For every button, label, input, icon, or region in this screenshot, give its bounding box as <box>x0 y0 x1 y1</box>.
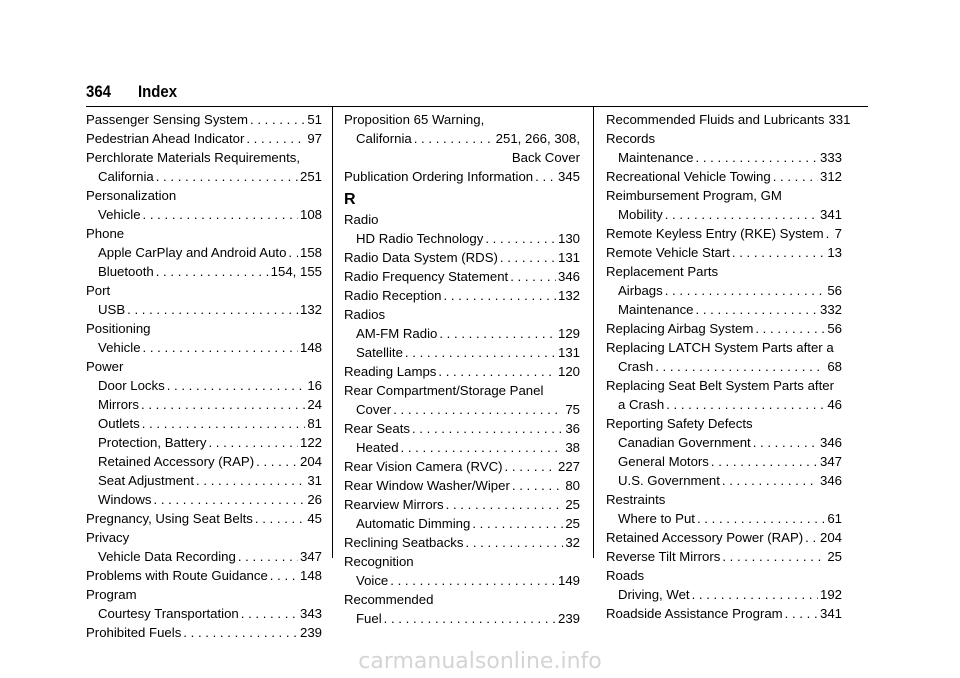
index-entry <box>344 129 580 148</box>
dot-leader <box>535 167 556 186</box>
index-entry-pages: 343 <box>299 606 322 621</box>
dot-leader <box>156 167 298 186</box>
index-entry <box>606 300 842 319</box>
section-letter: R <box>344 191 356 208</box>
index-entry-pages: 239 <box>557 611 580 626</box>
dot-leader <box>288 243 298 262</box>
index-entry <box>606 357 842 376</box>
index-entry-pages: 31 <box>307 473 322 488</box>
index-entry-label: HD Radio Technology <box>356 231 484 246</box>
page-number: 364 <box>86 82 111 101</box>
dot-leader <box>444 286 556 305</box>
index-entry <box>606 528 842 547</box>
index-entry-pages: 75 <box>565 402 580 417</box>
index-entry <box>344 286 580 305</box>
index-entry-pages: 16 <box>307 378 322 393</box>
index-entry-pages: 345 <box>557 169 580 184</box>
index-entry-label: Mobility <box>618 207 663 222</box>
index-entry-label: Reading Lamps <box>344 364 437 379</box>
index-entry-label: Voice <box>356 573 389 588</box>
index-entry-pages: 251 <box>299 169 322 184</box>
index-entry-label: Roadside Assistance Program <box>606 606 783 621</box>
dot-leader <box>141 395 305 414</box>
dot-leader <box>405 343 556 362</box>
index-entry-pages: 347 <box>819 454 842 469</box>
index-entry <box>606 471 842 490</box>
index-entry-label: Windows <box>98 492 152 507</box>
index-entry-label: Recommended Fluids and Lubricants <box>606 112 825 127</box>
index-entry-label: Outlets <box>98 416 140 431</box>
index-entry <box>606 110 851 129</box>
index-entry <box>344 267 580 286</box>
dot-leader <box>446 495 564 514</box>
index-heading: Replacement Parts <box>606 264 719 279</box>
index-entry <box>606 167 842 186</box>
dot-leader <box>753 433 818 452</box>
index-entry <box>86 566 322 585</box>
index-entry <box>86 262 322 281</box>
index-entry <box>344 248 580 267</box>
index-entry <box>86 471 322 490</box>
index-entry-label: Courtesy Transportation <box>98 606 239 621</box>
dot-leader <box>156 262 269 281</box>
dot-leader <box>711 452 818 471</box>
dot-leader <box>665 281 826 300</box>
index-entry <box>606 148 842 167</box>
index-heading: Radios <box>344 307 386 322</box>
index-heading: Program <box>86 587 137 602</box>
index-heading: Perchlorate Materials Requirements, <box>86 150 301 165</box>
dot-leader <box>196 471 305 490</box>
dot-leader <box>241 604 298 623</box>
index-heading: Recognition <box>344 554 414 569</box>
dot-leader <box>208 433 298 452</box>
index-entry <box>606 604 842 623</box>
dot-leader <box>438 362 556 381</box>
index-heading: Power <box>86 359 124 374</box>
index-entry <box>606 281 842 300</box>
index-entry-pages: 25 <box>827 549 842 564</box>
index-entry <box>86 300 322 319</box>
dot-leader <box>390 571 556 590</box>
dot-leader <box>270 566 298 585</box>
dot-leader <box>183 623 298 642</box>
index-entry-label: Radio Reception <box>344 288 442 303</box>
index-heading: Roads <box>606 568 645 583</box>
index-entry-label: Rear Vision Camera (RVC) <box>344 459 503 474</box>
index-entry-pages: 25 <box>565 497 580 512</box>
index-entry <box>344 324 580 343</box>
index-entry-pages: 132 <box>299 302 322 317</box>
dot-leader <box>238 547 298 566</box>
index-entry-pages: 56 <box>827 321 842 336</box>
index-entry <box>86 433 322 452</box>
index-entry-pages: 148 <box>299 340 322 355</box>
index-entry-label: Airbags <box>618 283 663 298</box>
dot-leader <box>666 395 825 414</box>
index-entry-label: Heated <box>356 440 399 455</box>
index-entry <box>344 419 580 438</box>
index-entry-label: California <box>356 131 412 146</box>
index-entry-label: Fuel <box>356 611 382 626</box>
dot-leader <box>167 376 306 395</box>
index-entry <box>86 509 322 528</box>
dot-leader <box>696 148 818 167</box>
index-entry <box>606 452 842 471</box>
dot-leader <box>466 533 564 552</box>
index-entry <box>606 224 842 243</box>
index-heading: Port <box>86 283 111 298</box>
index-entry <box>344 457 580 476</box>
index-entry <box>344 438 580 457</box>
index-entry-pages: 38 <box>565 440 580 455</box>
index-heading: Rear Compartment/Storage Panel <box>344 383 544 398</box>
index-heading: Proposition 65 Warning, <box>344 112 485 127</box>
index-entry-pages: 227 <box>557 459 580 474</box>
index-entry-pages: 24 <box>307 397 322 412</box>
index-page-continuation: Back Cover <box>511 150 580 165</box>
dot-leader <box>696 300 818 319</box>
index-entry-label: Reclining Seatbacks <box>344 535 464 550</box>
index-entry-pages: 131 <box>557 345 580 360</box>
index-heading: Records <box>606 131 656 146</box>
index-entry-label: Cover <box>356 402 392 417</box>
dot-leader <box>143 338 298 357</box>
index-entry-label: AM-FM Radio <box>356 326 438 341</box>
index-entry-pages: 45 <box>307 511 322 526</box>
column-divider <box>593 106 594 558</box>
dot-leader <box>485 229 556 248</box>
index-entry-label: Door Locks <box>98 378 165 393</box>
index-entry-pages: 341 <box>819 606 842 621</box>
index-entry-pages: 346 <box>557 269 580 284</box>
index-entry <box>344 476 580 495</box>
index-entry-pages: 122 <box>299 435 322 450</box>
index-entry-label: U.S. Government <box>618 473 720 488</box>
index-entry-label: Publication Ordering Information <box>344 169 534 184</box>
index-entry <box>86 376 322 395</box>
index-heading: Phone <box>86 226 125 241</box>
index-entry <box>606 433 842 452</box>
index-entry <box>86 547 322 566</box>
index-entry-pages: 56 <box>827 283 842 298</box>
index-heading: Radio <box>344 212 379 227</box>
index-entry-label: Vehicle <box>98 340 141 355</box>
index-entry-label: Vehicle <box>98 207 141 222</box>
index-entry <box>344 362 580 381</box>
index-entry-pages: 25 <box>565 516 580 531</box>
index-entry <box>344 533 580 552</box>
index-entry-label: Pedestrian Ahead Indicator <box>86 131 245 146</box>
index-entry-label: Vehicle Data Recording <box>98 549 236 564</box>
index-entry-pages: 46 <box>827 397 842 412</box>
index-entry <box>606 395 842 414</box>
index-entry-label: Pregnancy, Using Seat Belts <box>86 511 253 526</box>
dot-leader <box>401 438 564 457</box>
dot-leader <box>785 604 818 623</box>
index-entry-label: Recreational Vehicle Towing <box>606 169 771 184</box>
index-heading: Positioning <box>86 321 151 336</box>
column-divider <box>332 106 333 558</box>
index-entry-label: Rearview Mirrors <box>344 497 444 512</box>
index-entry-label: Apple CarPlay and Android Auto <box>98 245 287 260</box>
index-entry-label: Driving, Wet <box>618 587 690 602</box>
index-heading: Replacing LATCH System Parts after a <box>606 340 834 355</box>
index-entry <box>606 319 842 338</box>
dot-leader <box>826 224 833 243</box>
index-entry-pages: 239 <box>299 625 322 640</box>
index-entry-label: Reverse Tilt Mirrors <box>606 549 721 564</box>
index-entry-pages: 108 <box>299 207 322 222</box>
index-entry-pages: 132 <box>557 288 580 303</box>
index-entry <box>86 490 322 509</box>
index-entry-label: Automatic Dimming <box>356 516 471 531</box>
index-entry-pages: 331 <box>828 112 851 127</box>
index-entry-label: Rear Window Washer/Wiper <box>344 478 510 493</box>
index-entry-label: Maintenance <box>618 302 694 317</box>
index-heading: Restraints <box>606 492 666 507</box>
dot-leader <box>510 267 556 286</box>
index-entry-pages: 130 <box>557 231 580 246</box>
index-entry <box>606 547 842 566</box>
index-entry-label: USB <box>98 302 126 317</box>
dot-leader <box>732 243 825 262</box>
index-entry-pages: 80 <box>565 478 580 493</box>
index-entry <box>344 343 580 362</box>
index-entry-label: Remote Keyless Entry (RKE) System <box>606 226 824 241</box>
index-entry-pages: 131 <box>557 250 580 265</box>
index-entry-label: Radio Frequency Statement <box>344 269 509 284</box>
index-entry-pages: 32 <box>565 535 580 550</box>
dot-leader <box>384 609 556 628</box>
page-title: Index <box>138 82 178 101</box>
dot-leader <box>692 585 818 604</box>
index-entry <box>344 571 580 590</box>
dot-leader <box>412 419 563 438</box>
dot-leader <box>127 300 298 319</box>
index-entry-label: Problems with Route Guidance <box>86 568 268 583</box>
index-heading: Recommended <box>344 592 434 607</box>
dot-leader <box>665 205 818 224</box>
index-entry-pages: 312 <box>819 169 842 184</box>
index-heading: Privacy <box>86 530 130 545</box>
dot-leader <box>512 476 563 495</box>
index-entry-pages: 97 <box>307 131 322 146</box>
index-entry-pages: 26 <box>307 492 322 507</box>
index-entry <box>86 604 322 623</box>
dot-leader <box>142 414 306 433</box>
dot-leader <box>256 452 298 471</box>
index-entry <box>86 452 322 471</box>
dot-leader <box>505 457 556 476</box>
index-entry-label: Bluetooth <box>98 264 154 279</box>
index-entry-label: Satellite <box>356 345 403 360</box>
index-entry-pages: 148 <box>299 568 322 583</box>
index-entry-pages: 7 <box>834 226 842 241</box>
index-entry-label: Retained Accessory (RAP) <box>98 454 255 469</box>
index-entry <box>86 110 322 129</box>
index-entry-pages: 204 <box>819 530 842 545</box>
index-entry <box>86 414 322 433</box>
index-entry <box>606 509 842 528</box>
index-entry-label: General Motors <box>618 454 709 469</box>
index-entry-label: Mirrors <box>98 397 140 412</box>
index-entry-pages: 341 <box>819 207 842 222</box>
dot-leader <box>143 205 298 224</box>
watermark: carmanualsonline.info <box>358 649 602 674</box>
index-entry <box>344 514 580 533</box>
index-entry-pages: 129 <box>557 326 580 341</box>
index-entry-label: Replacing Airbag System <box>606 321 754 336</box>
index-entry <box>86 395 322 414</box>
index-entry-pages: 68 <box>827 359 842 374</box>
index-entry-label: Passenger Sensing System <box>86 112 248 127</box>
index-entry-pages: 154, 155 <box>270 264 322 279</box>
index-entry <box>606 243 842 262</box>
dot-leader <box>697 509 825 528</box>
dot-leader <box>472 514 563 533</box>
dot-leader <box>755 319 825 338</box>
dot-leader <box>773 167 818 186</box>
index-entry-label: Seat Adjustment <box>98 473 195 488</box>
index-entry <box>344 400 580 419</box>
index-entry <box>86 623 322 642</box>
index-entry <box>86 243 322 262</box>
index-entry-label: Radio Data System (RDS) <box>344 250 498 265</box>
dot-leader <box>250 110 305 129</box>
dot-leader <box>439 324 556 343</box>
index-heading: Reimbursement Program, GM <box>606 188 782 203</box>
index-entry-label: Where to Put <box>618 511 695 526</box>
index-heading: Reporting Safety Defects <box>606 416 753 431</box>
index-entry <box>86 338 322 357</box>
index-entry-label: Crash <box>618 359 654 374</box>
index-entry <box>606 205 842 224</box>
index-heading: Personalization <box>86 188 177 203</box>
dot-leader <box>722 471 818 490</box>
index-entry-pages: 251, 266, 308, <box>495 131 580 146</box>
index-entry-label: Canadian Government <box>618 435 751 450</box>
index-entry <box>344 609 580 628</box>
dot-leader <box>500 248 556 267</box>
index-entry-pages: 347 <box>299 549 322 564</box>
index-entry <box>86 129 322 148</box>
index-entry-pages: 333 <box>819 150 842 165</box>
index-entry-label: Rear Seats <box>344 421 410 436</box>
index-entry-pages: 346 <box>819 473 842 488</box>
index-entry-pages: 81 <box>307 416 322 431</box>
index-entry-pages: 36 <box>565 421 580 436</box>
index-entry <box>344 229 580 248</box>
dot-leader <box>805 528 818 547</box>
index-entry <box>86 205 322 224</box>
page-header <box>86 80 868 107</box>
dot-leader <box>246 129 305 148</box>
index-entry <box>344 495 580 514</box>
index-entry-label: Prohibited Fuels <box>86 625 182 640</box>
index-entry-pages: 51 <box>307 112 322 127</box>
index-column-2 <box>344 110 580 628</box>
index-entry-pages: 61 <box>827 511 842 526</box>
index-entry-pages: 120 <box>557 364 580 379</box>
index-column-3 <box>606 110 851 623</box>
dot-leader <box>655 357 825 376</box>
index-entry-pages: 346 <box>819 435 842 450</box>
dot-leader <box>722 547 825 566</box>
index-entry-label: Remote Vehicle Start <box>606 245 730 260</box>
index-entry-pages: 149 <box>557 573 580 588</box>
index-entry-pages: 204 <box>299 454 322 469</box>
index-heading: Replacing Seat Belt System Parts after <box>606 378 834 393</box>
index-entry <box>86 167 322 186</box>
index-entry <box>344 167 580 186</box>
index-entry-pages: 13 <box>827 245 842 260</box>
index-entry-pages: 332 <box>819 302 842 317</box>
index-column-1 <box>86 110 322 642</box>
dot-leader <box>255 509 305 528</box>
index-entry-label: Retained Accessory Power (RAP) <box>606 530 804 545</box>
index-entry-label: Maintenance <box>618 150 694 165</box>
dot-leader <box>414 129 494 148</box>
dot-leader <box>154 490 306 509</box>
index-entry-label: California <box>98 169 154 184</box>
index-entry-pages: 192 <box>819 587 842 602</box>
index-entry <box>606 585 842 604</box>
index-entry-label: a Crash <box>618 397 665 412</box>
dot-leader <box>393 400 563 419</box>
index-entry-label: Protection, Battery <box>98 435 207 450</box>
index-entry-pages: 158 <box>299 245 322 260</box>
